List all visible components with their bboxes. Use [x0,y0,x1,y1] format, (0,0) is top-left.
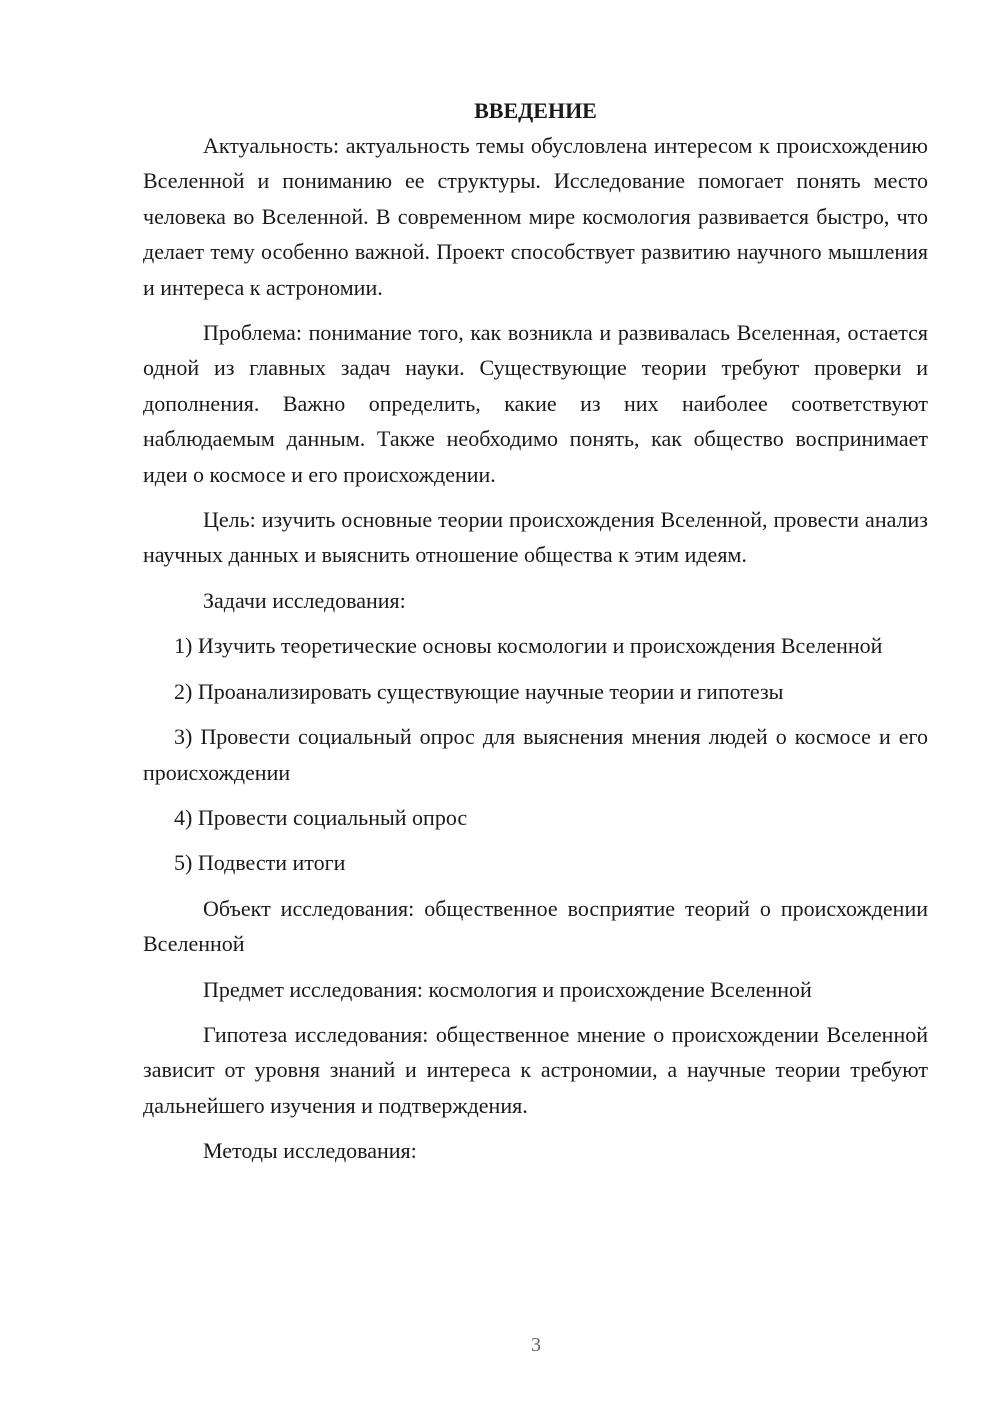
task-item-4: 4) Провести социальный опрос [174,804,468,830]
page-number: 3 [531,1334,541,1356]
page-content [143,93,928,1179]
paragraph-subject: Предмет исследования: космология и происхождение Вселенной [203,976,812,1002]
section-title: ВВЕДЕНИЕ [474,98,597,123]
paragraph-hypothesis: Гипотеза исследования: общественное мнение о происхождении Вселенной зависит от уровня знаний и интереса к астрономии, а научные теории требуют дальнейшего изучения и подтверждения. [143,1021,928,1118]
task-item-5: 5) Подвести итоги [174,850,346,876]
task-item-1: 1) Изучить теоретические основы космологии и происхождения Вселенной [174,633,883,659]
paragraph-problem: Проблема: понимание того, как возникла и развивалась Вселенная, остается одной из главных задач науки. Существующие теории требуют проверки и дополнения. Важно определить, какие из них наиболее соответствуют наблюдаемым данным. Также необходимо понять, как общество воспринимает идеи о космосе и его происхождении. [143,320,928,487]
methods-heading: Методы исследования: [203,1138,417,1164]
paragraph-object: Объект исследования: общественное восприятие теорий о происхождении Вселенной [143,895,928,957]
tasks-heading: Задачи исследования: [203,587,406,613]
task-item-3: 3) Провести социальный опрос для выяснения мнения людей о космосе и его происхождении [143,724,928,785]
paragraph-relevance: Актуальность: актуальность темы обусловлена интересом к происхождению Вселенной и пониманию ее структуры. Исследование помогает понять место человека во Вселенной. В современном мире космология развивается быстро, что делает тему особенно важной. Проект способствует развитию научного мышления и интереса к астрономии. [143,133,928,300]
task-item-2: 2) Проанализировать существующие научные теории и гипотезы [174,678,784,704]
paragraph-goal: Цель: изучить основные теории происхождения Вселенной, провести анализ научных данных и выяснить отношение общества к этим идеям. [143,507,928,568]
